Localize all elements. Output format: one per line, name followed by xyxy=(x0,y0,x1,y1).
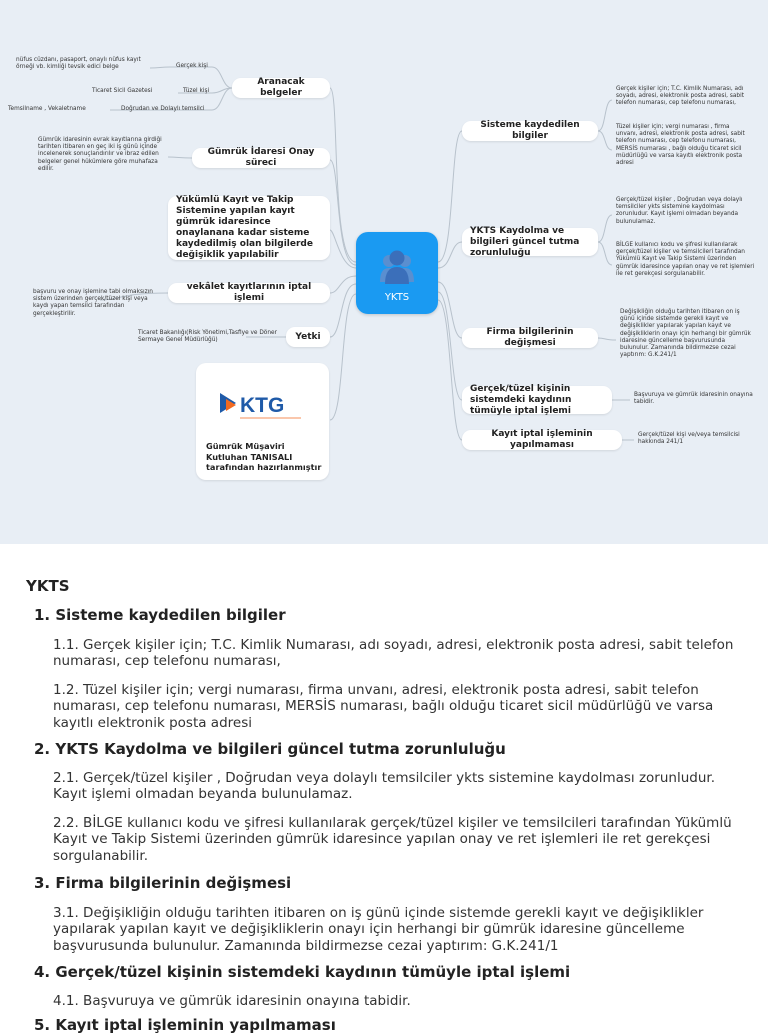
topic-label: Gümrük İdaresi Onay süreci xyxy=(207,147,315,168)
subtopic-tuzel-kisi[interactable]: Tüzel kişi xyxy=(183,88,210,94)
central-topic-label: YKTS xyxy=(384,292,410,303)
central-topic-ykts[interactable] xyxy=(356,232,438,314)
outline-title: YKTS xyxy=(26,577,70,595)
ktg-logo xyxy=(196,377,329,437)
topic-label: vekâlet kayıtlarının iptal işlemi xyxy=(186,282,312,303)
outline-heading: 4. Gerçek/tüzel kişinin sistemdeki kaydının tümüyle iptal işlemi xyxy=(34,963,571,981)
note-firma: Değişikliğin olduğu tarihten itibaren on iş günü içinde sistemde gerekli kayıt ve değişiklikler yapılarak yapılan kayıt ve değişikliklerin onayı için herhangi bir gümrük idaresine güncelleme başvurusunda bulunulur. Zamanında bildirmezse cezai yaptırım: G.K.241/1 xyxy=(620,309,751,359)
outline-item: 2.1. Gerçek/tüzel kişiler , Doğrudan veya dolaylı temsilciler ykts sistemine kaydolması zorunludur. Kayıt işlemi olmadan beyanda bulunulamaz. xyxy=(53,770,716,803)
topic-label: Kayıt iptal işleminin yapılmaması xyxy=(491,429,593,450)
subtopic-temsilci[interactable]: Doğrudan ve Dolaylı temsilci xyxy=(121,106,205,112)
outline-heading: 5. Kayıt iptal işleminin yapılmaması xyxy=(34,1016,336,1034)
topic-sisteme-kaydedilen[interactable] xyxy=(462,121,598,141)
note-vekalet-iptal: başvuru ve onay işlemine tabi olmaksızın sistem üzerinden gerçek/tüzel kişi veya kaydı yapan temsilci tarafından gerçekleştirilir. xyxy=(33,289,153,317)
outline-heading: 2. YKTS Kaydolma ve bilgileri güncel tutma zorunluluğu xyxy=(34,740,506,758)
topic-label: Yetki xyxy=(295,331,321,342)
note-onay-sureci: Gümrük idaresinin evrak kayıtlarına girdiği tarihten itibaren en geç iki iş günü içinde incelenerek sonuçlandırılır ve ibraz edilen belgeler genel hükümlere göre muhafaza edilir. xyxy=(38,137,162,172)
outline-item: 3.1. Değişikliğin olduğu tarihten itibaren on iş günü içinde sistemde gerekli kayıt ve değişiklikler yapılarak yapılan kayıt ve değişikliklerin onayı için herhangi bir gümrük idaresine güncelleme başvurusunda bulunulur. Zamanında bildirmezse cezai yaptırım: G.K.241/1 xyxy=(53,905,704,954)
topic-yetki[interactable] xyxy=(286,327,330,347)
topic-vekalet-iptal[interactable] xyxy=(168,283,330,303)
note-gercek-kisiler: Gerçek kişiler için; T.C. Kimlik Numarası, adı soyadı, adresi, elektronik posta adresi, sabit telefon numarası, cep telefonu numarası, xyxy=(616,86,744,107)
ktg-caption: Gümrük Müşaviri Kutluhan TANISALI tarafından hazırlanmıştır xyxy=(206,441,322,472)
outline-item: 2.2. BİLGE kullanıcı kodu ve şifresi kullanılarak gerçek/tüzel kişiler ve temsilcileri tarafından Yükümlü Kayıt ve Takip Sistemi üzerinden gümrük idaresince yapılan onay ve ret işlemleri ile ret gerekçesi sorgulanabilir. xyxy=(53,815,732,864)
topic-label: Sisteme kaydedilen bilgiler xyxy=(480,120,580,141)
topic-label: Gerçek/tüzel kişinin sistemdeki kaydının tümüyle iptal işlemi xyxy=(470,383,572,416)
group-icon xyxy=(356,232,438,292)
topic-label: Yükümlü Kayıt ve Takip Sistemine yapılan kayıt gümrük idaresince onaylanana kadar sisteme kaydedilmiş olan bilgilerde değişiklik yapılabilir xyxy=(176,195,313,260)
note-yetki: Ticaret Bakanlığı(Risk Yönetimi,Tasfiye ve Döner Sermaye Genel Müdürlüğü) xyxy=(138,330,277,344)
ktg-logo-text: KTG xyxy=(240,394,285,417)
note-yapilmamasi: Gerçek/tüzel kişi ve/veya temsilcisi hakkında 241/1 xyxy=(638,432,740,446)
topic-aranacak-belgeler[interactable] xyxy=(232,78,330,98)
topic-label: YKTS Kaydolma ve bilgileri güncel tutma zorunluluğu xyxy=(470,225,580,258)
subtopic-gercek-kisi[interactable]: Gerçek kişi xyxy=(176,63,208,69)
topic-kayit-iptal[interactable] xyxy=(462,383,612,416)
outline-heading: 1. Sisteme kaydedilen bilgiler xyxy=(34,606,286,624)
ktg-card xyxy=(196,363,329,480)
topic-iptal-yapilmamasi[interactable] xyxy=(462,430,622,450)
note-iptal: Başvuruya ve gümrük idaresinin onayına tabidir. xyxy=(634,392,753,406)
topic-gumruk-onay-sureci[interactable] xyxy=(192,148,330,168)
outline-item: 1.1. Gerçek kişiler için; T.C. Kimlik Numarası, adı soyadı, adresi, elektronik posta adresi, sabit telefon numarası, cep telefonu numarası, xyxy=(53,637,734,670)
topic-degisiklik-yapilabilir[interactable] xyxy=(168,196,330,260)
topic-ykts-kaydolma[interactable] xyxy=(462,225,598,258)
note-gercek-kisi: nüfus cüzdanı, pasaport, onaylı nüfus kayıt örneği vb. kimliği tevsik edici belge xyxy=(16,57,141,71)
topic-label: Firma bilgilerinin değişmesi xyxy=(486,327,574,348)
note-tuzel-kisiler: Tüzel kişiler için; vergi numarası , firma unvanı, adresi, elektronik posta adresi, sabit telefon numarası, cep telefonu numarası, MERSİS numarası , bağlı olduğu ticaret sicil müdürlüğü ve varsa kayıtlı elektronik posta adresi xyxy=(616,124,745,167)
topic-firma-degisme[interactable] xyxy=(462,328,598,348)
topic-label: Aranacak belgeler xyxy=(257,77,305,98)
note-temsilci: Temsilname , Vekaletname xyxy=(8,106,86,112)
outline-item: 1.2. Tüzel kişiler için; vergi numarası, firma unvanı, adresi, elektronik posta adresi, sabit telefon numarası, cep telefonu numarası, MERSİS numarası, bağlı olduğu ticaret sicil müdürlüğü ve varsa kayıtlı elektronik posta adresi xyxy=(53,682,714,731)
note-tuzel-kisi: Ticaret Sicil Gazetesi xyxy=(92,88,153,94)
note-ykts-1: Gerçek/tüzel kişiler , Doğrudan veya dolaylı temsilciler ykts sistemine kaydolması zorunludur. Kayıt işlemi olmadan beyanda bulunulamaz. xyxy=(616,197,743,225)
outline-item: 4.1. Başvuruya ve gümrük idaresinin onayına tabidir. xyxy=(53,993,411,1009)
outline-heading: 3. Firma bilgilerinin değişmesi xyxy=(34,874,292,892)
note-ykts-2: BİLGE kullanıcı kodu ve şifresi kullanılarak gerçek/tüzel kişiler ve temsilcileri tarafından Yükümlü Kayıt ve Takip Sistemi üzerinden gümrük idaresince yapılan onay ve ret işlemleri ile ret gerekçesi sorgulanabilir. xyxy=(616,242,755,277)
